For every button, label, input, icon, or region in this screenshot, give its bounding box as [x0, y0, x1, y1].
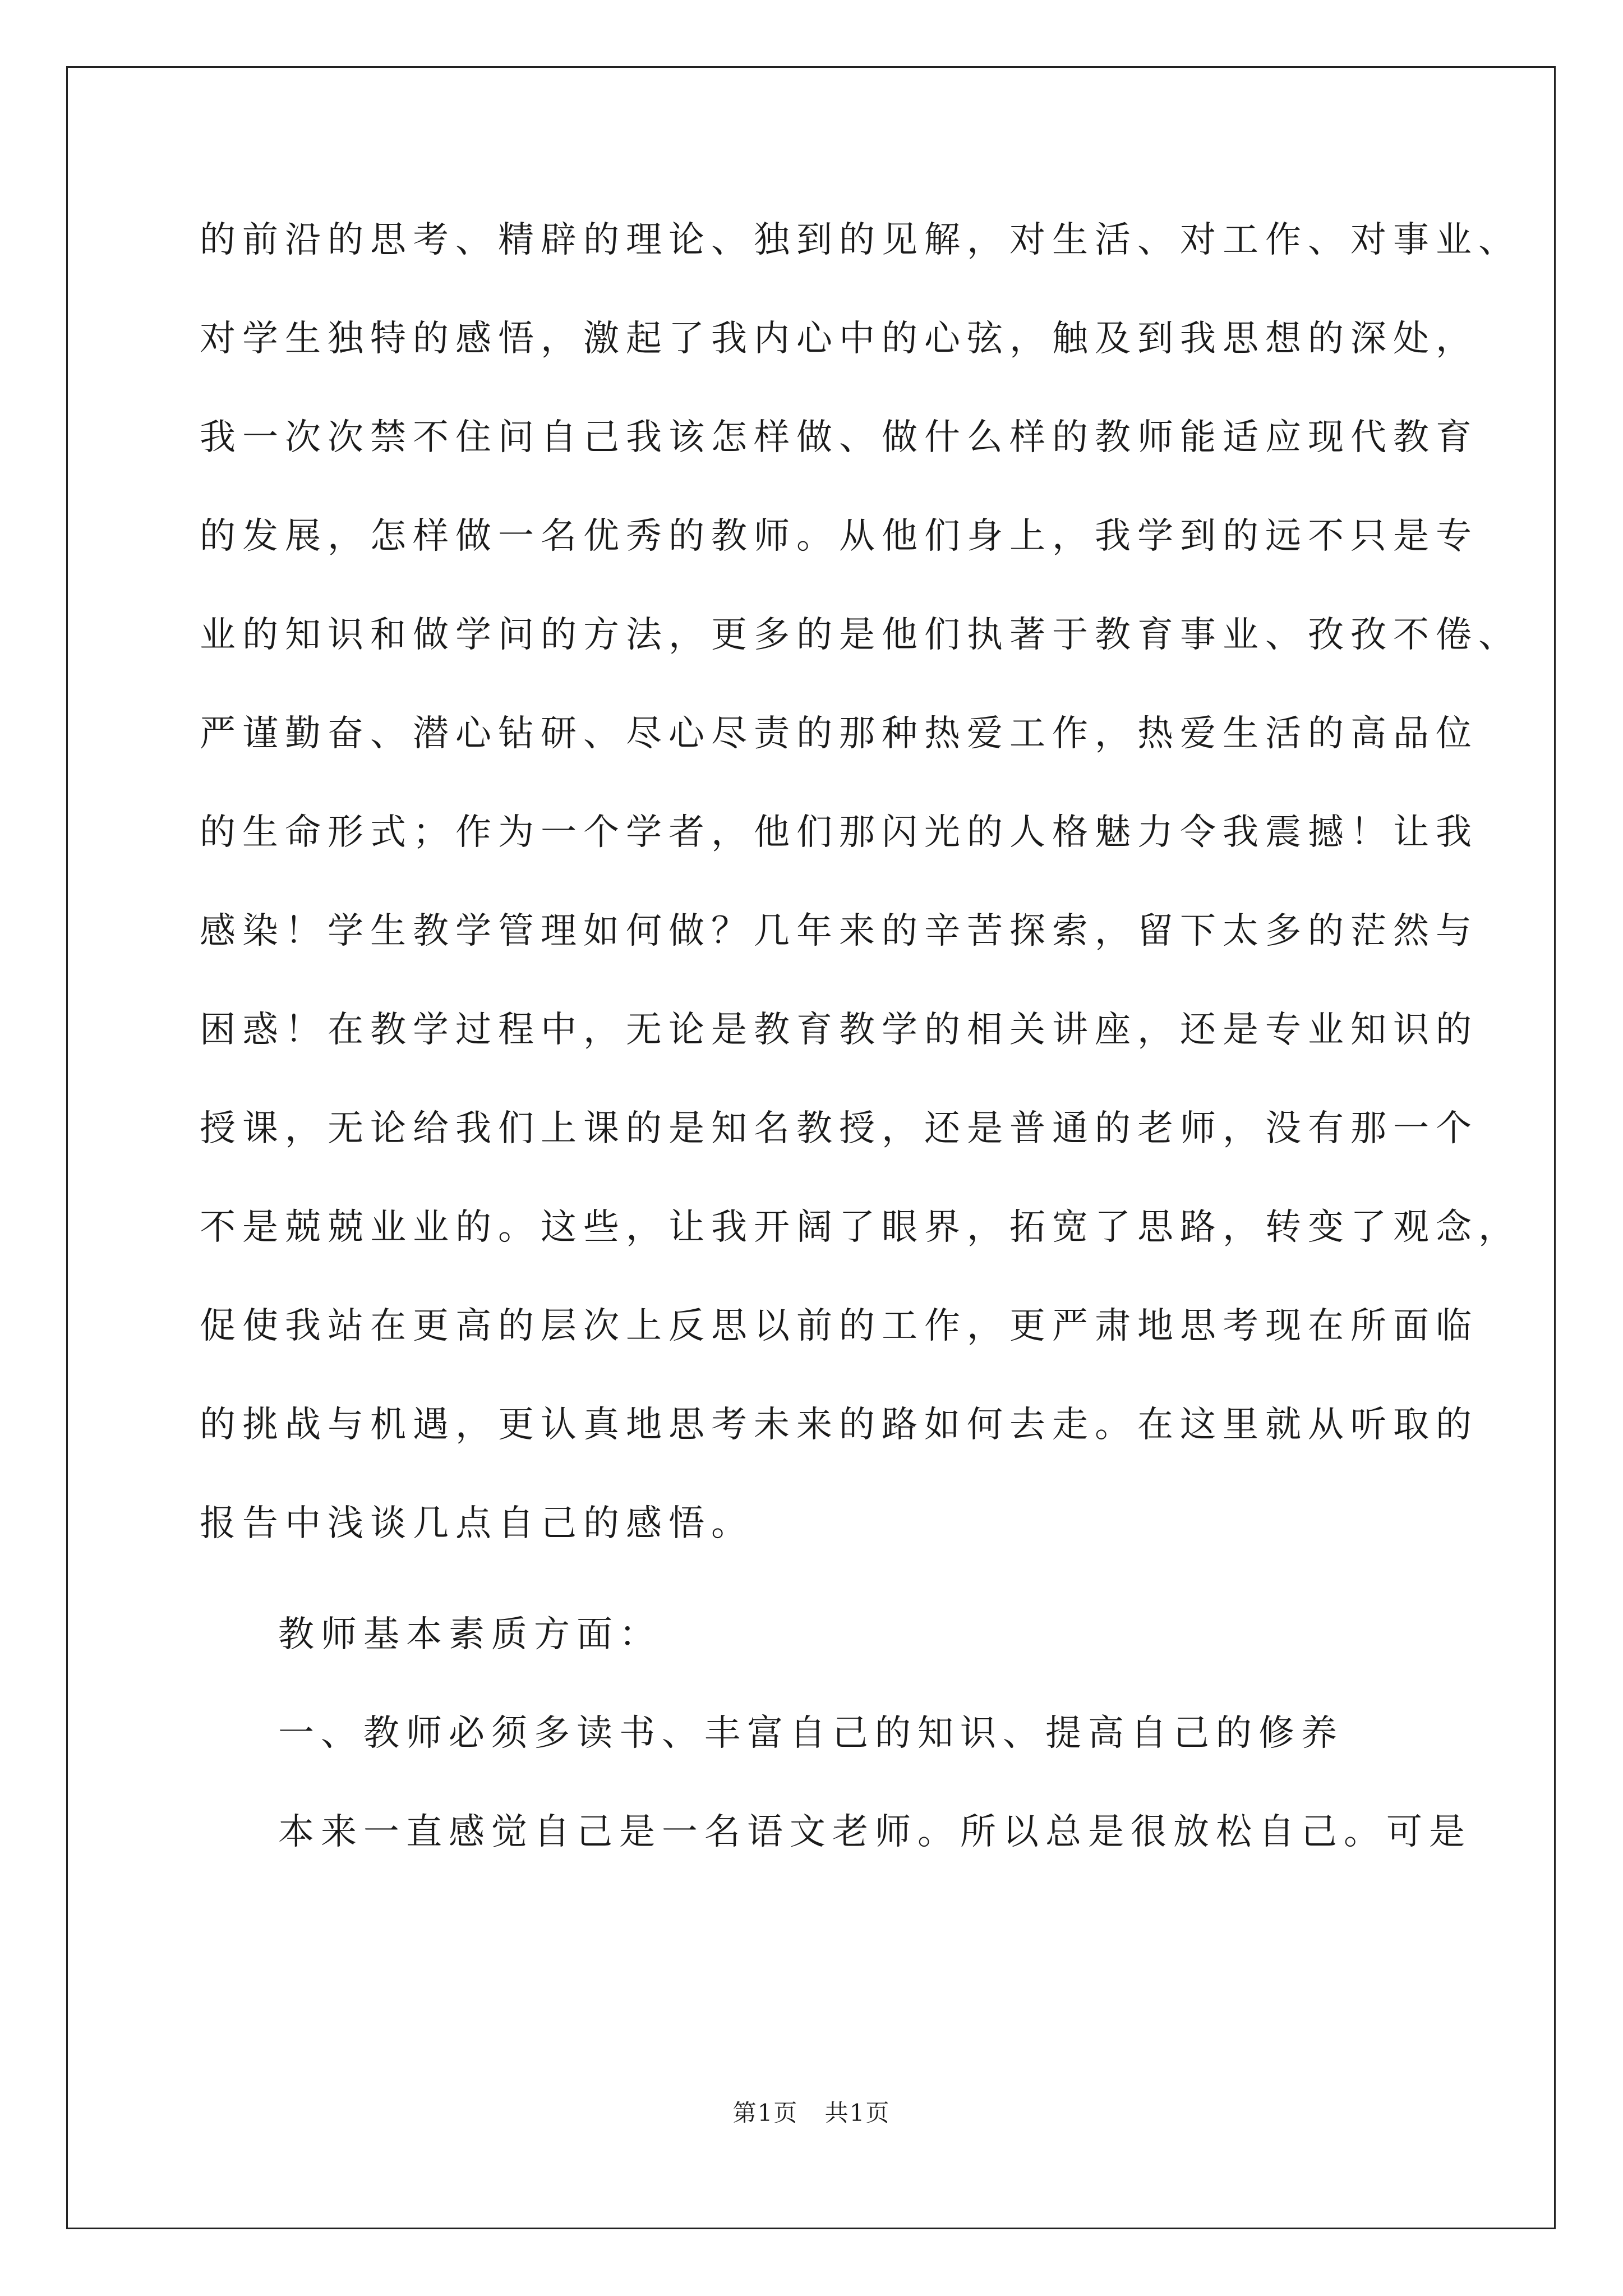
- text-line: 对学生独特的感悟，激起了我内心中的心弦，触及到我思想的深处，: [200, 318, 1478, 360]
- page-footer: [0, 2095, 1623, 2128]
- text-line: 报告中浅谈几点自己的感悟。: [200, 1503, 754, 1544]
- text-line: 困惑！在教学过程中，无论是教育教学的相关讲座，还是专业知识的: [200, 1009, 1478, 1051]
- page-number-total: 共1页: [824, 2099, 891, 2127]
- text-line: 我一次次禁不住问自己我该怎样做、做什么样的教师能适应现代教育: [200, 417, 1478, 458]
- document-body: [200, 212, 1521, 1903]
- text-line: 感染！学生教学管理如何做？几年来的辛苦探索，留下太多的茫然与: [200, 910, 1478, 952]
- text-line: 的前沿的思考、精辟的理论、独到的见解，对生活、对工作、对事业、: [200, 219, 1521, 261]
- page-number-current: 第1页: [732, 2099, 799, 2127]
- text-line: 的挑战与机遇，更认真地思考未来的路如何去走。在这里就从听取的: [200, 1404, 1478, 1446]
- paragraph-first-line: 本来一直感觉自己是一名语文老师。所以总是很放松自己。可是: [278, 1811, 1472, 1853]
- section-heading: 教师基本素质方面：: [278, 1614, 662, 1655]
- text-line: 促使我站在更高的层次上反思以前的工作，更严肃地思考现在所面临: [200, 1305, 1478, 1347]
- subheading: 一、教师必须多读书、丰富自己的知识、提高自己的修养: [278, 1713, 1344, 1754]
- text-line: 的发展，怎样做一名优秀的教师。从他们身上，我学到的远不只是专: [200, 516, 1478, 557]
- text-line: 授课，无论给我们上课的是知名教授，还是普通的老师，没有那一个: [200, 1108, 1478, 1149]
- text-line: 严谨勤奋、潜心钻研、尽心尽责的那种热爱工作，热爱生活的高品位: [200, 713, 1478, 754]
- text-line: 的生命形式；作为一个学者，他们那闪光的人格魅力令我震撼！让我: [200, 812, 1478, 853]
- text-line: 业的知识和做学问的方法，更多的是他们执著于教育事业、孜孜不倦、: [200, 614, 1521, 656]
- text-line: 不是兢兢业业的。这些，让我开阔了眼界，拓宽了思路，转变了观念，: [200, 1207, 1521, 1248]
